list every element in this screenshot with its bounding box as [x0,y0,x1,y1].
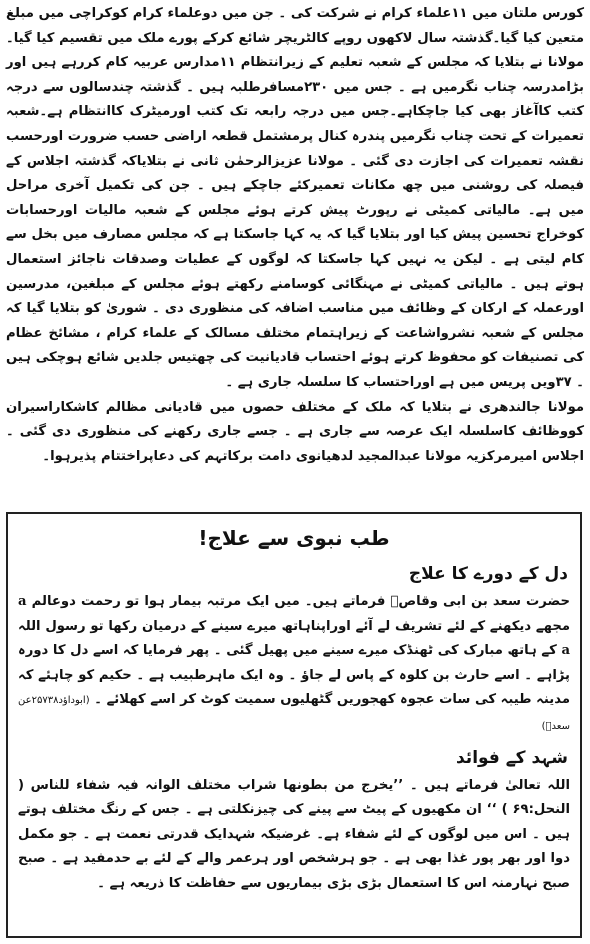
heart-text-part-2: مجھے دیکھنے کے لئے تشریف لے آئے اوراپناہاتھ میرے سینے کے درمیان رکھا تو رسول اللہ [18,618,570,634]
salutation-symbol-1: a [18,594,27,609]
section-text-heart [18,590,570,740]
box-content [18,514,570,897]
tibb-nabawi-box [6,512,582,938]
section-heading-honey: شہد کے فوائد [455,747,568,768]
heart-text-part-3: کے ہاتھ مبارک کی ٹھنڈک میرے سینے میں پھیل گئی ۔ پھر فرمایا کہ اسے دل کا دورہ پڑاہے ۔ اسے حارث بن کلوہ کے پاس لے جاؤ ۔ وہ ایک ماہرطبیب ہے ۔ حکیم کو چاہئے کہ مدینہ طیبہ کی سات عجوہ کھجوریں گٹھلیوں سمیت کوٹ کر اسے کھلائے ۔ [18,643,570,708]
salutation-symbol-2: a [561,643,570,659]
article-body [6,2,584,469]
hadith-reference: (ابوداؤد۲۵۷۳۸عن سعدؓ) [18,695,570,732]
section-heading-heart: دل کے دورے کا علاج [408,564,568,584]
heart-text-part-1: حضرت سعد بن ابی وقاصؓ فرماتے ہیں۔ میں ایک مرتبہ بیمار ہوا تو رحمت دوعالم [26,594,570,609]
article-paragraph-2: مولانا جالندھری نے بتلایا کہ ملک کے مختلف حصوں میں قادیانی مظالم کاشکاراسیران کووظائف کاسلسلہ ایک عرصہ سے جاری ہے ۔ جسے جاری رکھنے کی منظوری دی گئی ۔ اجلاس امیرمرکزیہ مولانا عبدالمجید لدھیانوی دامت برکاتہم کی دعاپراختتام پذیرہوا۔ [6,399,584,464]
section-text-honey: اللہ تعالیٰ فرماتے ہیں ۔ ’’یخرج من بطونھا شراب مختلف الوانہ فیہ شفاء للناس ( النحل:۶۹ ) ‘‘ ان مکھیوں کے پیٹ سے پینے کی چیزنکلتی ہے ۔ جس کے رنگ مختلف ہوتے ہیں ۔ اس میں لوگوں کے لئے شفاء ہے۔ غرضیکہ شہدایک قدرتی نعمت ہے ۔ جو مکمل دوا اور بھر پور غذا بھی ہے ۔ جو ہرشخص اور ہرعمر والے کے لئے بے حدمفید ہے ۔ صبح صبح نہارمنہ اس کا استعمال بڑی بڑی بیماریوں سے حفاظت کا ذریعہ ہے ۔ [18,777,570,891]
box-title: طب نبوی سے علاج! [198,526,390,550]
article-paragraph-1: کورس ملتان میں ۱۱علماء کرام نے شرکت کی ۔ جن میں دوعلماء کرام کوکراچی میں مبلغ متعین کیا گیا۔گذشتہ سال لاکھوں روپے کالٹریچر شائع کرکے پورے ملک میں تقسیم کیا گیا۔مولانا نے بتلایا کہ مجلس کے شعبہ تعلیم کے زیرانتظام ۱۱مدارس عربیہ کام کررہے ہیں اور بڑامدرسہ چناب نگرمیں ہے ۔ جس میں ۲۳۰مسافرطلبہ ہیں ۔ گذشتہ چندسالوں سے درجہ کتب کاآغاز بھی کیا جاچکاہے۔جس میں درجہ رابعہ تک کتب اورمیٹرک کاانتظام ہے۔شعبہ تعمیرات کے تحت چناب نگرمیں پندرہ کنال پرمشتمل قطعہ اراضی حسب ضرورت اورحسب نقشہ تعمیرات کی اجازت دی گئی ۔ مولانا عزیزالرحمٰن ثانی نے بتلایاکہ گذشتہ اجلاس کے فیصلہ کی روشنی میں چھ مکانات تعمیرکئے جاچکے ہیں ۔ جن کی تکمیل آخری مراحل میں ہے۔ مالیاتی کمیٹی نے رپورٹ پیش کرتے ہوئے مجلس کے شعبہ مالیات اورحسابات کوخراج تحسین پیش کیا اور بتلایا گیا کہ یہ کہا جاسکتا ہے کہ مجلس مصارف میں بخل سے کام لیتی ہے ۔ لیکن یہ نہیں کہا جاسکتا کہ لوگوں کے عطیات وصدقات ناجائز استعمال ہوتے ہیں ۔ مالیاتی کمیٹی نے مہنگائی کوسامنے رکھتے ہوئے مجلس کے مبلغین، مدرسین اورعملہ کے ارکان کے وظائف میں مناسب اضافہ کی منظوری دی ۔ شوریٰ کو بتلایا گیا کہ مجلس کے شعبہ نشرواشاعت کے زیراہتمام مختلف مسالک کے علماء کرام ، مشائخ عظام کی تصنیفات کو محفوظ کرتے ہوئے احتساب قادیانیت کی چھتیس جلدیں شائع ہوچکی ہیں ۔ ۳۷ویں پریس میں ہے اوراحتساب کا سلسلہ جاری ہے ۔ [6,6,584,390]
